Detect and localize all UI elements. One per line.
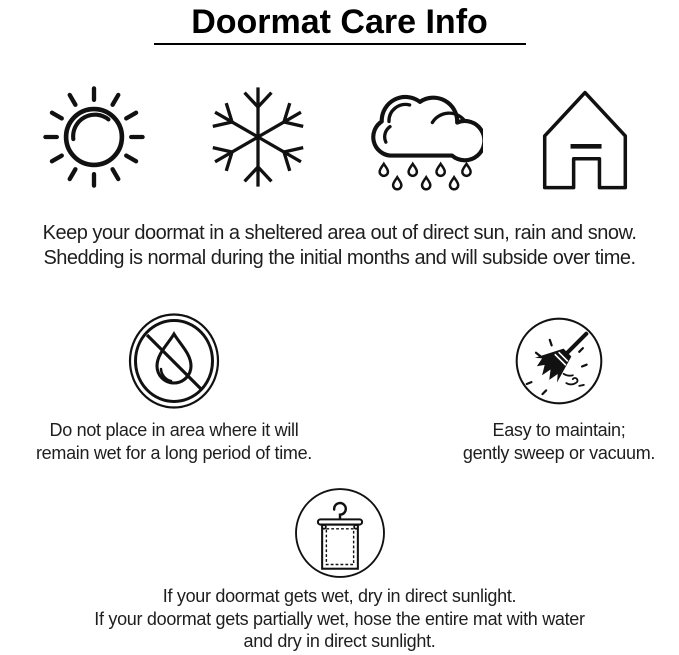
sun-icon — [32, 75, 156, 199]
care-tip-sweep — [439, 313, 679, 464]
page-title: Doormat Care Info — [191, 3, 488, 41]
intro-line-2: Shedding is normal during the initial months and will subside over time. — [43, 247, 636, 269]
drying-section — [0, 486, 679, 653]
snowflake-icon — [196, 75, 320, 199]
sweep-caption-1: Easy to maintain; — [492, 420, 626, 440]
no-water-caption-2: remain wet for a long period of time. — [35, 442, 313, 463]
broom-icon — [513, 315, 605, 407]
care-tip-no-water — [0, 313, 348, 464]
sweep-caption-2: gently sweep or vacuum. — [462, 442, 656, 463]
care-tips-row — [0, 313, 679, 464]
rain-cloud-icon — [359, 75, 483, 199]
weather-icons-row — [0, 75, 679, 199]
intro-text — [0, 221, 679, 271]
intro-line-1: Keep your doormat in a sheltered area out of direct sun, rain and snow. — [42, 222, 637, 244]
hanging-mat-icon — [293, 486, 387, 580]
no-water-icon — [128, 313, 220, 409]
title-block — [0, 0, 679, 45]
title-underline — [154, 43, 526, 45]
drying-caption-3: and dry in direct sunlight. — [243, 631, 436, 651]
house-icon — [523, 75, 647, 199]
drying-caption-1: If your doormat gets wet, dry in direct sunlight. — [162, 586, 517, 606]
no-water-caption-1: Do not place in area where it will — [49, 420, 299, 440]
drying-caption-2: If your doormat gets partially wet, hose the entire mat with water — [94, 608, 585, 629]
